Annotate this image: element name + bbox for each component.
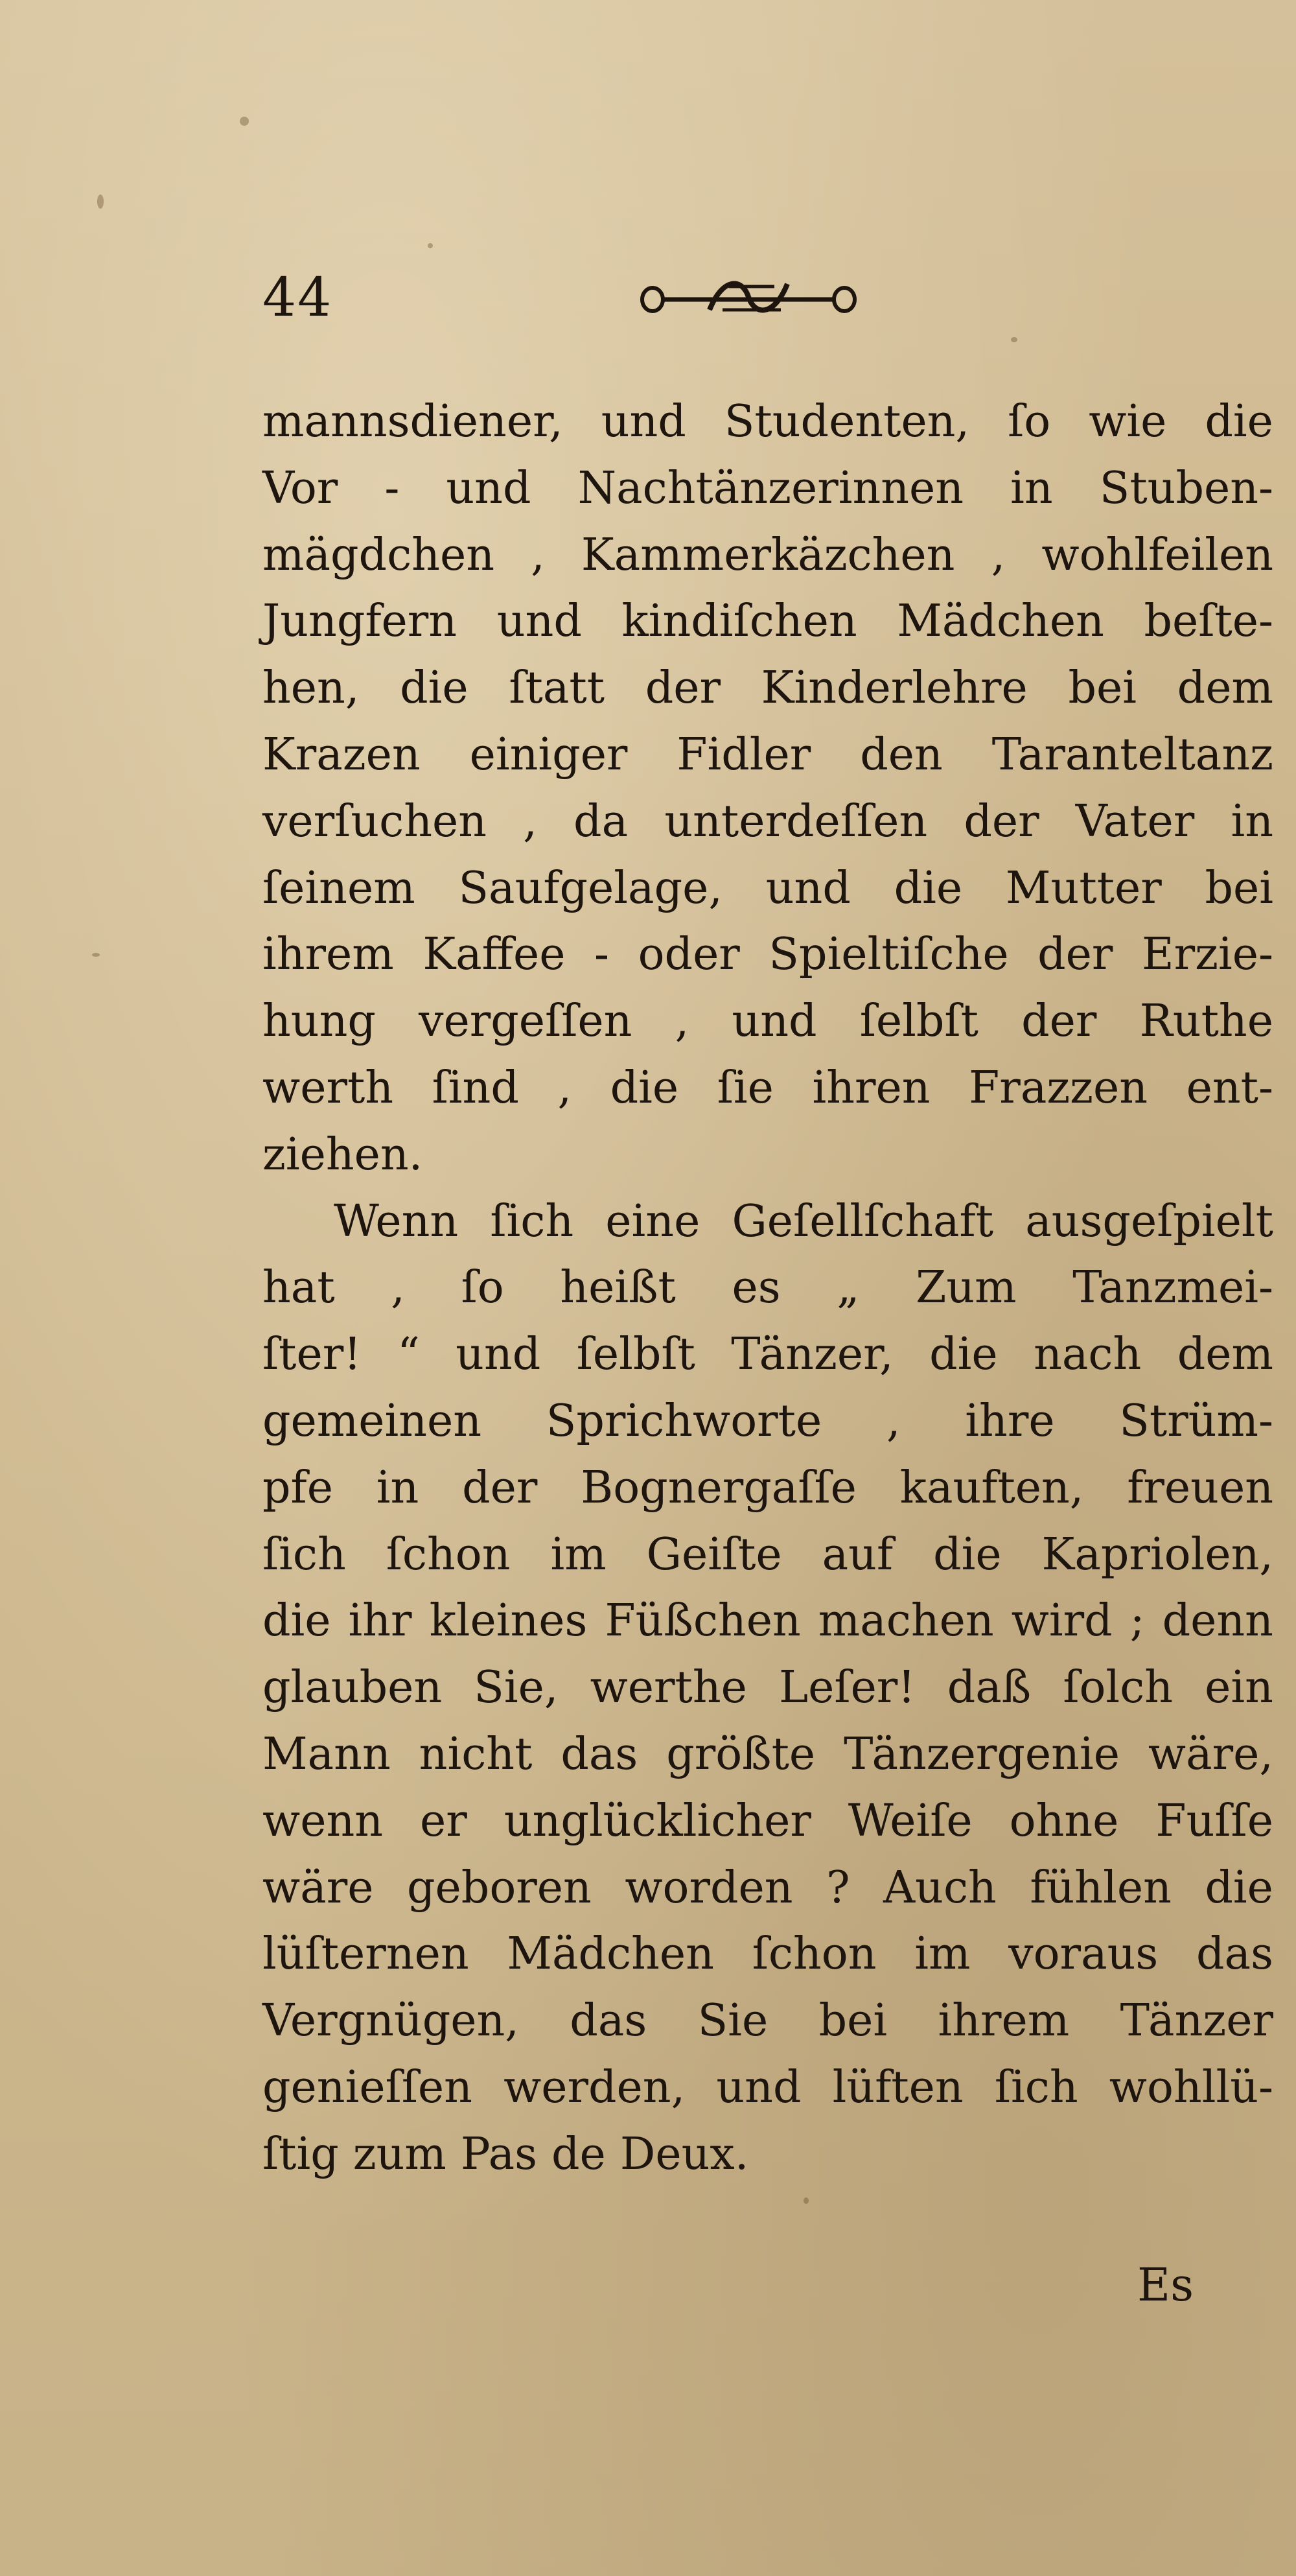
word: Saufgelage, <box>458 862 723 914</box>
word: ? <box>826 1862 850 1914</box>
text-line <box>262 1788 1273 1855</box>
word: und <box>446 462 531 514</box>
page-header <box>262 259 1273 337</box>
word: Tänzer <box>1120 1995 1273 2047</box>
word: werth <box>262 1062 394 1114</box>
word: in <box>1010 462 1053 514</box>
word: das <box>570 1995 647 2047</box>
word: unglücklicher <box>503 1795 811 1847</box>
word: Stuben- <box>1099 462 1273 514</box>
word: die <box>933 1528 1002 1580</box>
word: kauften, <box>899 1462 1084 1514</box>
word: das <box>1196 1928 1273 1980</box>
word: den <box>860 729 943 780</box>
text-line <box>262 856 1273 922</box>
text-line <box>262 1921 1273 1988</box>
word: einiger <box>469 729 628 780</box>
word: pfe <box>262 1462 333 1514</box>
text-line <box>262 922 1273 989</box>
word: ſich <box>994 2061 1078 2113</box>
word: fühlen <box>1030 1862 1172 1914</box>
word: und <box>716 2061 802 2113</box>
body-text <box>262 389 1273 2188</box>
word: verſuchen <box>262 795 487 847</box>
word: Frazzen <box>969 1062 1148 1114</box>
word: und <box>601 396 686 447</box>
word: Tänzer, <box>731 1329 894 1381</box>
word: Spieltiſche <box>769 929 1009 981</box>
word: Sprichworte <box>546 1395 822 1447</box>
word: Tanzmei- <box>1072 1262 1273 1314</box>
word: wie <box>1089 396 1167 447</box>
word: worden <box>625 1862 793 1914</box>
text-line <box>262 1655 1273 1722</box>
word: freuen <box>1127 1462 1273 1514</box>
word: Krazen <box>262 729 421 780</box>
word: Mann <box>262 1728 391 1780</box>
word: Studenten, <box>724 396 970 447</box>
catchword: Es <box>1137 2258 1194 2312</box>
word: Sie <box>697 1995 769 2047</box>
word: Fuſſe <box>1155 1795 1273 1847</box>
word: ſo <box>1008 396 1051 447</box>
word: , <box>557 1062 572 1114</box>
word: - <box>594 929 610 981</box>
word: lüften <box>832 2061 964 2113</box>
word: nicht <box>419 1728 533 1780</box>
word: beſte- <box>1144 596 1273 648</box>
text-line <box>262 389 1273 456</box>
word: ausgeſpielt <box>1025 1195 1273 1247</box>
word: bei <box>1068 662 1137 714</box>
word: auf <box>822 1528 894 1580</box>
word: die <box>929 1329 998 1381</box>
word: Leſer! <box>779 1662 916 1714</box>
word: mannsdiener, <box>262 396 563 447</box>
word: und <box>456 1329 541 1381</box>
word: gemeinen <box>262 1395 482 1447</box>
word: die <box>1205 396 1273 447</box>
word: dem <box>1177 1329 1273 1381</box>
word: Kaffee <box>422 929 566 981</box>
word: ſeinem <box>262 862 415 914</box>
word: ſo <box>461 1262 504 1314</box>
word: , <box>523 795 537 847</box>
word: die <box>400 662 469 714</box>
word: er <box>420 1795 467 1847</box>
printer-ornament-icon <box>638 271 859 323</box>
word: und <box>765 862 851 914</box>
word: wohlfeilen <box>1041 529 1273 581</box>
word: Mutter <box>1005 862 1162 914</box>
word: im <box>550 1528 607 1580</box>
paper-speck <box>97 194 104 209</box>
word: Kapriolen, <box>1041 1528 1273 1580</box>
word: der <box>462 1462 538 1514</box>
word: ſich <box>262 1528 346 1580</box>
word: ſtig <box>262 2128 339 2180</box>
text-line <box>262 1055 1273 1122</box>
word: ihren <box>812 1062 931 1114</box>
word: eine <box>605 1195 700 1247</box>
word: - <box>384 462 400 514</box>
text-line <box>262 2122 1273 2188</box>
word: da <box>573 795 629 847</box>
word: ſelbſt <box>859 996 978 1048</box>
word: Zum <box>916 1262 1017 1314</box>
word: ſchon <box>752 1928 877 1980</box>
word: ihre <box>965 1395 1055 1447</box>
text-line <box>262 1388 1273 1455</box>
word: bei <box>1205 862 1273 914</box>
text-line <box>262 989 1273 1055</box>
word: Ruthe <box>1139 996 1273 1048</box>
word: oder <box>638 929 740 981</box>
word: ; <box>1129 1595 1145 1647</box>
word: und <box>732 996 817 1048</box>
word: ſich <box>490 1195 574 1247</box>
word: der <box>1037 929 1113 981</box>
text-line <box>262 1122 1273 1189</box>
word: unterdeſſen <box>664 795 928 847</box>
paper-speck <box>1011 337 1017 342</box>
word: hen, <box>262 662 360 714</box>
word: machen <box>818 1595 994 1647</box>
word: der <box>1021 996 1097 1048</box>
word: ihrem <box>262 929 394 981</box>
word: hat <box>262 1262 335 1314</box>
word: Kammerkäzchen <box>581 529 955 581</box>
text-line <box>262 789 1273 856</box>
word: Vater <box>1075 795 1195 847</box>
word: Mädchen <box>507 1928 714 1980</box>
word: Vergnügen, <box>262 1995 519 2047</box>
word: Füßchen <box>605 1595 801 1647</box>
paper-speck <box>240 117 249 126</box>
text-line <box>262 1455 1273 1522</box>
word: , <box>675 996 689 1048</box>
word: werthe <box>590 1662 747 1714</box>
word: Strüm- <box>1119 1395 1273 1447</box>
word: „ <box>837 1262 860 1314</box>
paper-speck <box>804 2197 809 2204</box>
word: ziehen. <box>262 1129 423 1180</box>
word: , <box>991 529 1006 581</box>
word: denn <box>1162 1595 1273 1647</box>
word: Taranteltanz <box>991 729 1273 780</box>
word: bei <box>818 1995 888 2047</box>
word: Wenn <box>334 1195 459 1247</box>
text-line <box>262 1322 1273 1388</box>
word: ſtatt <box>509 662 605 714</box>
word: die <box>1205 1862 1273 1914</box>
word: das <box>561 1728 638 1780</box>
word: ſie <box>717 1062 774 1114</box>
word: Sie, <box>474 1662 559 1714</box>
word: , <box>391 1262 405 1314</box>
word: die <box>262 1595 331 1647</box>
word: ſter! <box>262 1329 362 1381</box>
paper-speck <box>92 953 100 957</box>
word: ohne <box>1009 1795 1119 1847</box>
word: ſolch <box>1063 1662 1174 1714</box>
word: werden, <box>503 2061 686 2113</box>
text-line <box>262 1855 1273 1922</box>
word: heißt <box>560 1262 676 1314</box>
text-line <box>262 589 1273 655</box>
text-line <box>262 1588 1273 1655</box>
word: die <box>894 862 963 914</box>
word: ſind <box>432 1062 519 1114</box>
word: “ <box>397 1329 420 1381</box>
word: Mädchen <box>897 596 1104 648</box>
word: Kinderlehre <box>761 662 1028 714</box>
word: und <box>496 596 582 648</box>
word: Auch <box>883 1862 997 1914</box>
word: größte <box>666 1728 816 1780</box>
word: Weiſe <box>848 1795 973 1847</box>
word: die <box>610 1062 679 1114</box>
word: nach <box>1034 1329 1142 1381</box>
word: geboren <box>407 1862 592 1914</box>
word: Vor <box>262 462 338 514</box>
word: Pas <box>460 2128 538 2180</box>
text-line <box>262 522 1273 589</box>
text-line <box>262 655 1273 722</box>
word: im <box>914 1928 971 1980</box>
word: Fidler <box>677 729 811 780</box>
word: Nachtänzerinnen <box>577 462 964 514</box>
text-line <box>262 2055 1273 2122</box>
word: hung <box>262 996 376 1048</box>
word: der <box>645 662 721 714</box>
word: kindiſchen <box>621 596 857 648</box>
paper-speck <box>428 243 433 248</box>
word: dem <box>1177 662 1273 714</box>
word: mägdchen <box>262 529 494 581</box>
word: wäre, <box>1148 1728 1273 1780</box>
word: Tänzergenie <box>844 1728 1120 1780</box>
word: Geiſte <box>646 1528 782 1580</box>
word: Erzie- <box>1142 929 1273 981</box>
word: ſchon <box>386 1528 511 1580</box>
word: Geſellſchaft <box>732 1195 994 1247</box>
word: ein <box>1205 1662 1273 1714</box>
word: wohllü- <box>1109 2061 1273 2113</box>
text-line <box>262 1255 1273 1322</box>
word: der <box>964 795 1039 847</box>
word: voraus <box>1008 1928 1159 1980</box>
text-line <box>262 456 1273 522</box>
word: genieſſen <box>262 2061 472 2113</box>
word: , <box>531 529 545 581</box>
text-line <box>262 1988 1273 2055</box>
page-number: 44 <box>262 267 333 329</box>
word: kleines <box>429 1595 588 1647</box>
word: Bognergaſſe <box>581 1462 857 1514</box>
word: de <box>551 2128 606 2180</box>
word: ent- <box>1186 1062 1273 1114</box>
text-line <box>262 1189 1273 1256</box>
word: Deux. <box>619 2128 749 2180</box>
word: ihr <box>348 1595 412 1647</box>
word: in <box>1231 795 1273 847</box>
word: glauben <box>262 1662 443 1714</box>
word: lüſternen <box>262 1928 469 1980</box>
word: zum <box>353 2128 446 2180</box>
word: , <box>886 1395 901 1447</box>
text-line <box>262 1522 1273 1589</box>
word: ſelbſt <box>576 1329 695 1381</box>
word: in <box>376 1462 419 1514</box>
text-line <box>262 722 1273 789</box>
word: daß <box>947 1662 1032 1714</box>
word: Jungfern <box>262 596 457 648</box>
word: wird <box>1011 1595 1113 1647</box>
word: ihrem <box>938 1995 1070 2047</box>
word: es <box>732 1262 781 1314</box>
text-line <box>262 1722 1273 1788</box>
word: wäre <box>262 1862 374 1914</box>
word: vergeſſen <box>419 996 632 1048</box>
word: wenn <box>262 1795 384 1847</box>
